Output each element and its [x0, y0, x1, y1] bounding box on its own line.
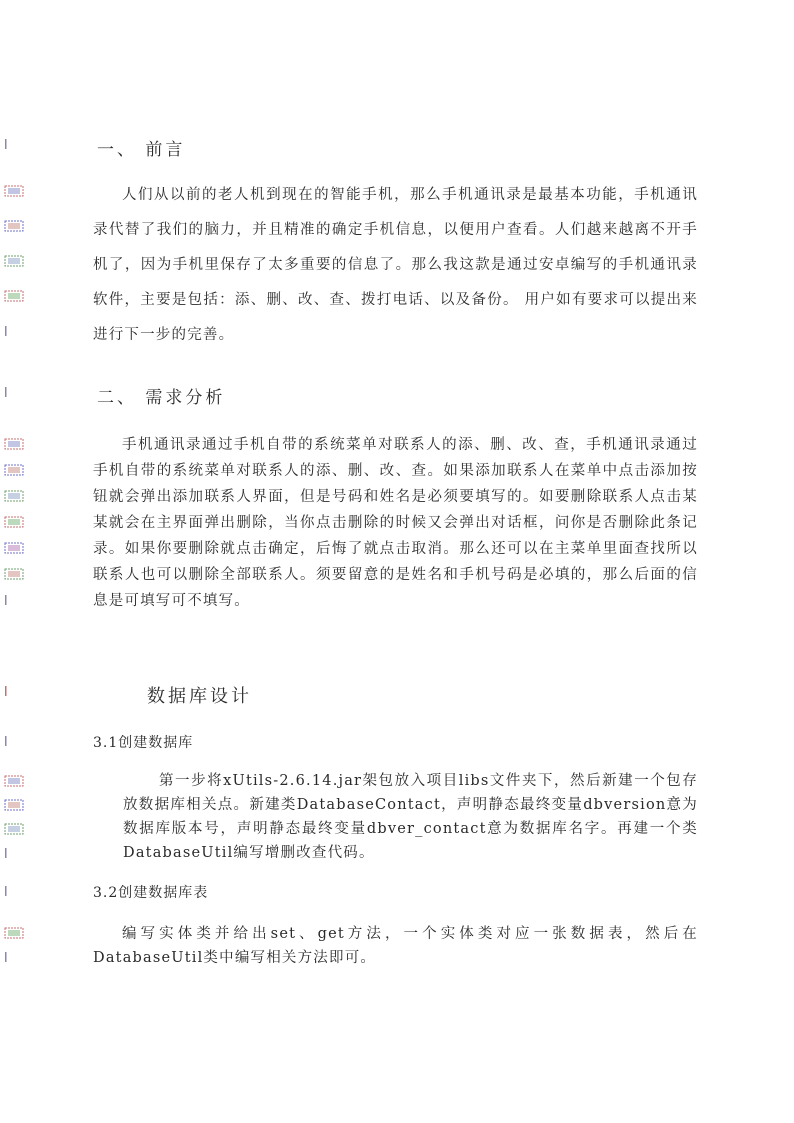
section-heading-preface: 一、 前言 — [97, 140, 186, 160]
margin-change-mark-icon — [4, 950, 24, 964]
margin-change-mark-icon — [4, 541, 24, 555]
margin-change-mark-icon — [4, 385, 24, 399]
margin-change-mark-icon — [4, 846, 24, 860]
subsection-heading-create-table: 3.2创建数据库表 — [93, 885, 209, 901]
margin-change-mark-icon — [4, 884, 24, 898]
margin-change-mark-icon — [4, 437, 24, 451]
margin-change-mark-icon — [4, 798, 24, 812]
margin-change-mark-icon — [4, 324, 24, 338]
margin-change-mark-icon — [4, 489, 24, 503]
margin-change-mark-icon — [4, 137, 24, 151]
margin-change-mark-icon — [4, 567, 24, 581]
margin-change-mark-icon — [4, 219, 24, 233]
margin-change-mark-icon — [4, 289, 24, 303]
margin-change-mark-icon — [4, 734, 24, 748]
margin-change-mark-icon — [4, 926, 24, 940]
margin-change-mark-icon — [4, 822, 24, 836]
margin-change-mark-icon — [4, 593, 24, 607]
margin-change-mark-icon — [4, 515, 24, 529]
section-body-preface: 人们从以前的老人机到现在的智能手机，那么手机通讯录是最基本功能，手机通讯录代替了我们的脑力，并且精准的确定手机信息，以便用户查看。人们越来越离不开手机了，因为手机里保存了太多重要的信息了。那么我这款是通过安卓编写的手机通讯录软件，主要是包括：添、删、改、查、拨打电话、以及备份。 用户如有要求可以提出来进行下一步的完善。 — [93, 187, 698, 343]
section-heading-requirements: 二、 需求分析 — [97, 388, 226, 408]
margin-change-mark-icon — [4, 684, 24, 698]
margin-change-mark-icon — [4, 774, 24, 788]
subsection-body-create-table: 编写实体类并给出set、get方法，一个实体类对应一张数据表，然后在DatabaseUtil类中编写相关方法即可。 — [93, 926, 698, 966]
section-heading-database-design: 数据库设计 — [147, 686, 252, 707]
section-body-requirements: 手机通讯录通过手机自带的系统菜单对联系人的添、删、改、查，手机通讯录通过手机自带的系统菜单对联系人的添、删、改、查。如果添加联系人在菜单中点击添加按钮就会弹出添加联系人界面，但是号码和姓名是必须要填写的。如要删除联系人点击某某就会在主界面弹出删除，当你点击删除的时候又会弹出对话框，问你是否删除此条记录。如果你要删除就点击确定，后悔了就点击取消。那么还可以在主菜单里面查找所以联系人也可以删除全部联系人。须要留意的是姓名和手机号码是必填的，那么后面的信息是可填写可不填写。 — [93, 437, 698, 609]
subsection-heading-create-database: 3.1创建数据库 — [93, 735, 194, 751]
subsection-body-create-database: 第一步将xUtils-2.6.14.jar架包放入项目libs文件夹下，然后新建一个包存放数据库相关点。新建类DatabaseContact，声明静态最终变量dbversion意为数据库版本号，声明静态最终变量dbver_contact意为数据库名字。再建一个类DatabaseUtil编写增删改查代码。 — [123, 773, 698, 861]
margin-change-mark-icon — [4, 254, 24, 268]
margin-change-mark-icon — [4, 463, 24, 477]
margin-change-mark-icon — [4, 184, 24, 198]
